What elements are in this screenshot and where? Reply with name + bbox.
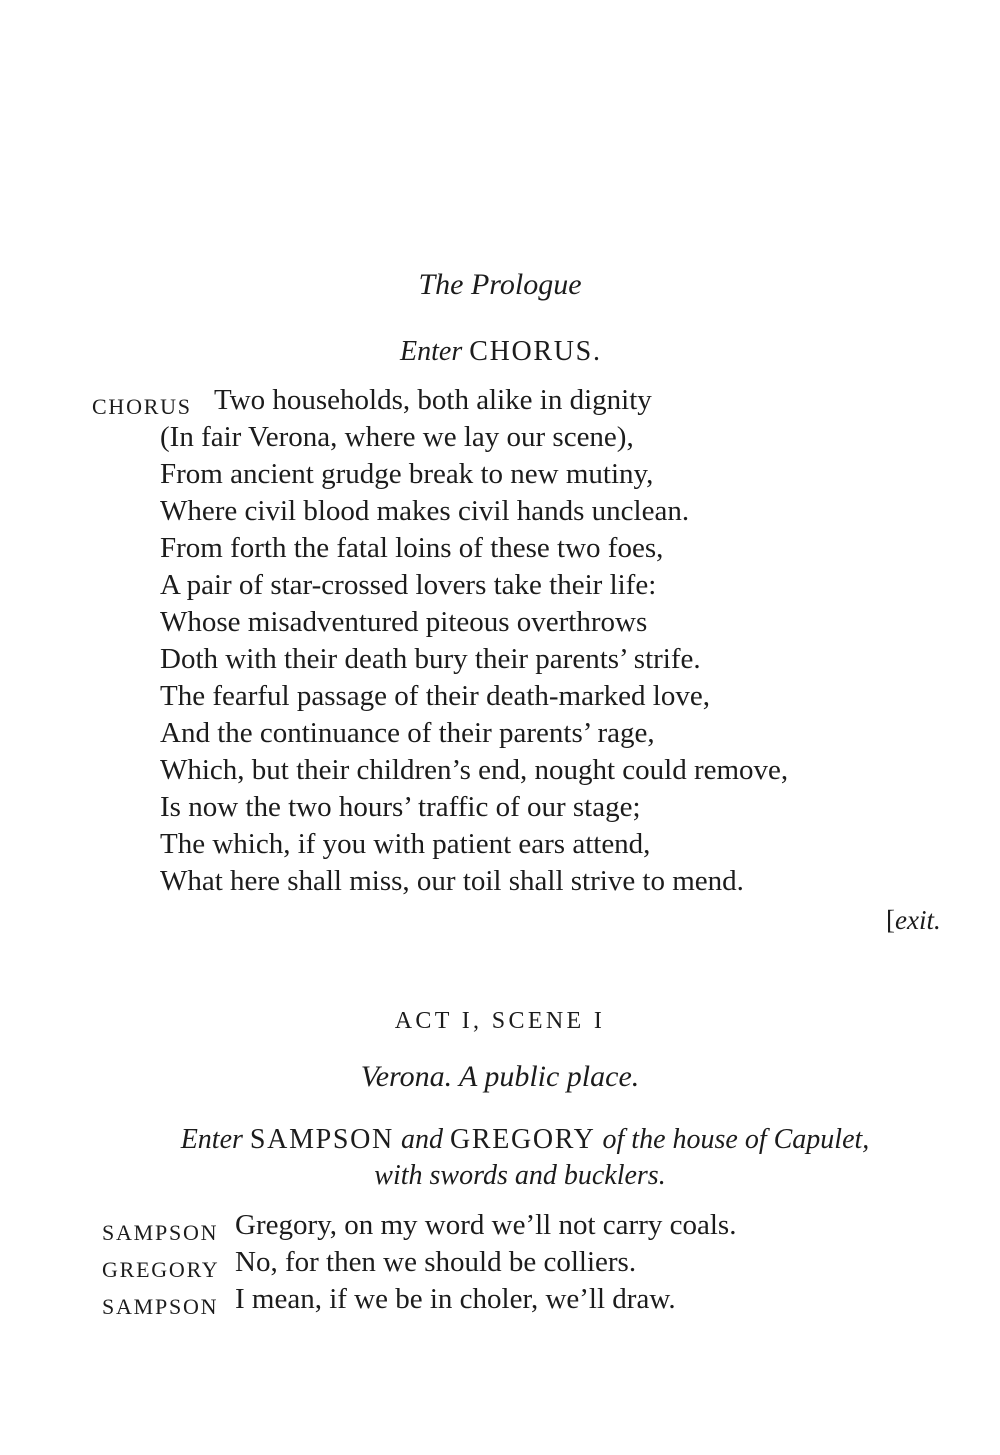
speaker-chorus: CHORUS (92, 394, 192, 419)
verse-line: A pair of star-crossed lovers take their life: (160, 569, 657, 601)
stage-direction-enter-line1 (0, 1124, 1000, 1156)
verse-line: Where civil blood makes civil hands unclean. (160, 495, 690, 527)
enter-name: CHORUS (469, 336, 593, 367)
scene-location: Verona. A public place. (360, 1060, 640, 1093)
sd-and: and (400, 1124, 443, 1155)
stage-direction-enter-line2: with swords and bucklers. (374, 1160, 666, 1191)
sd-enter-word: Enter (180, 1124, 243, 1155)
verse-line: Is now the two hours’ traffic of our stage; (160, 791, 641, 823)
speaker-gregory: GREGORY (102, 1257, 220, 1282)
stage-direction-enter-chorus (0, 336, 1000, 368)
enter-punct: . (592, 336, 600, 367)
enter-word: Enter (400, 336, 463, 367)
verse-line: From ancient grudge break to new mutiny, (160, 458, 654, 490)
stage-direction-exit (886, 905, 941, 936)
dialogue-line: I mean, if we be in choler, we’ll draw. (235, 1283, 676, 1315)
act-scene-heading: ACT I, SCENE I (394, 1008, 606, 1034)
verse-line: Which, but their children’s end, nought could remove, (160, 754, 789, 786)
verse-line: From forth the fatal loins of these two foes, (160, 532, 664, 564)
verse-line: Two households, both alike in dignity (214, 384, 652, 416)
verse-line: Doth with their death bury their parents’ strife. (160, 643, 701, 675)
sd-name-sampson: SAMPSON (249, 1124, 394, 1155)
verse-line: The fearful passage of their death-marked love, (160, 680, 710, 712)
speaker-sampson: SAMPSON (102, 1294, 219, 1319)
verse-line: The which, if you with patient ears attend, (160, 828, 651, 860)
sd-name-gregory: GREGORY (449, 1124, 596, 1155)
dialogue-line: No, for then we should be colliers. (235, 1246, 637, 1278)
verse-line: And the continuance of their parents’ rage, (160, 717, 655, 749)
speaker-sampson: SAMPSON (102, 1220, 219, 1245)
exit-bracket: [ (886, 905, 895, 935)
verse-line: What here shall miss, our toil shall strive to mend. (160, 865, 744, 897)
prologue-title: The Prologue (418, 268, 582, 301)
exit-word: exit. (895, 905, 941, 935)
dialogue-line: Gregory, on my word we’ll not carry coals. (235, 1209, 737, 1241)
sd-rest-1: of the house of Capulet, (602, 1124, 870, 1155)
verse-line: Whose misadventured piteous overthrows (160, 606, 648, 638)
verse-line: (In fair Verona, where we lay our scene), (160, 421, 634, 453)
